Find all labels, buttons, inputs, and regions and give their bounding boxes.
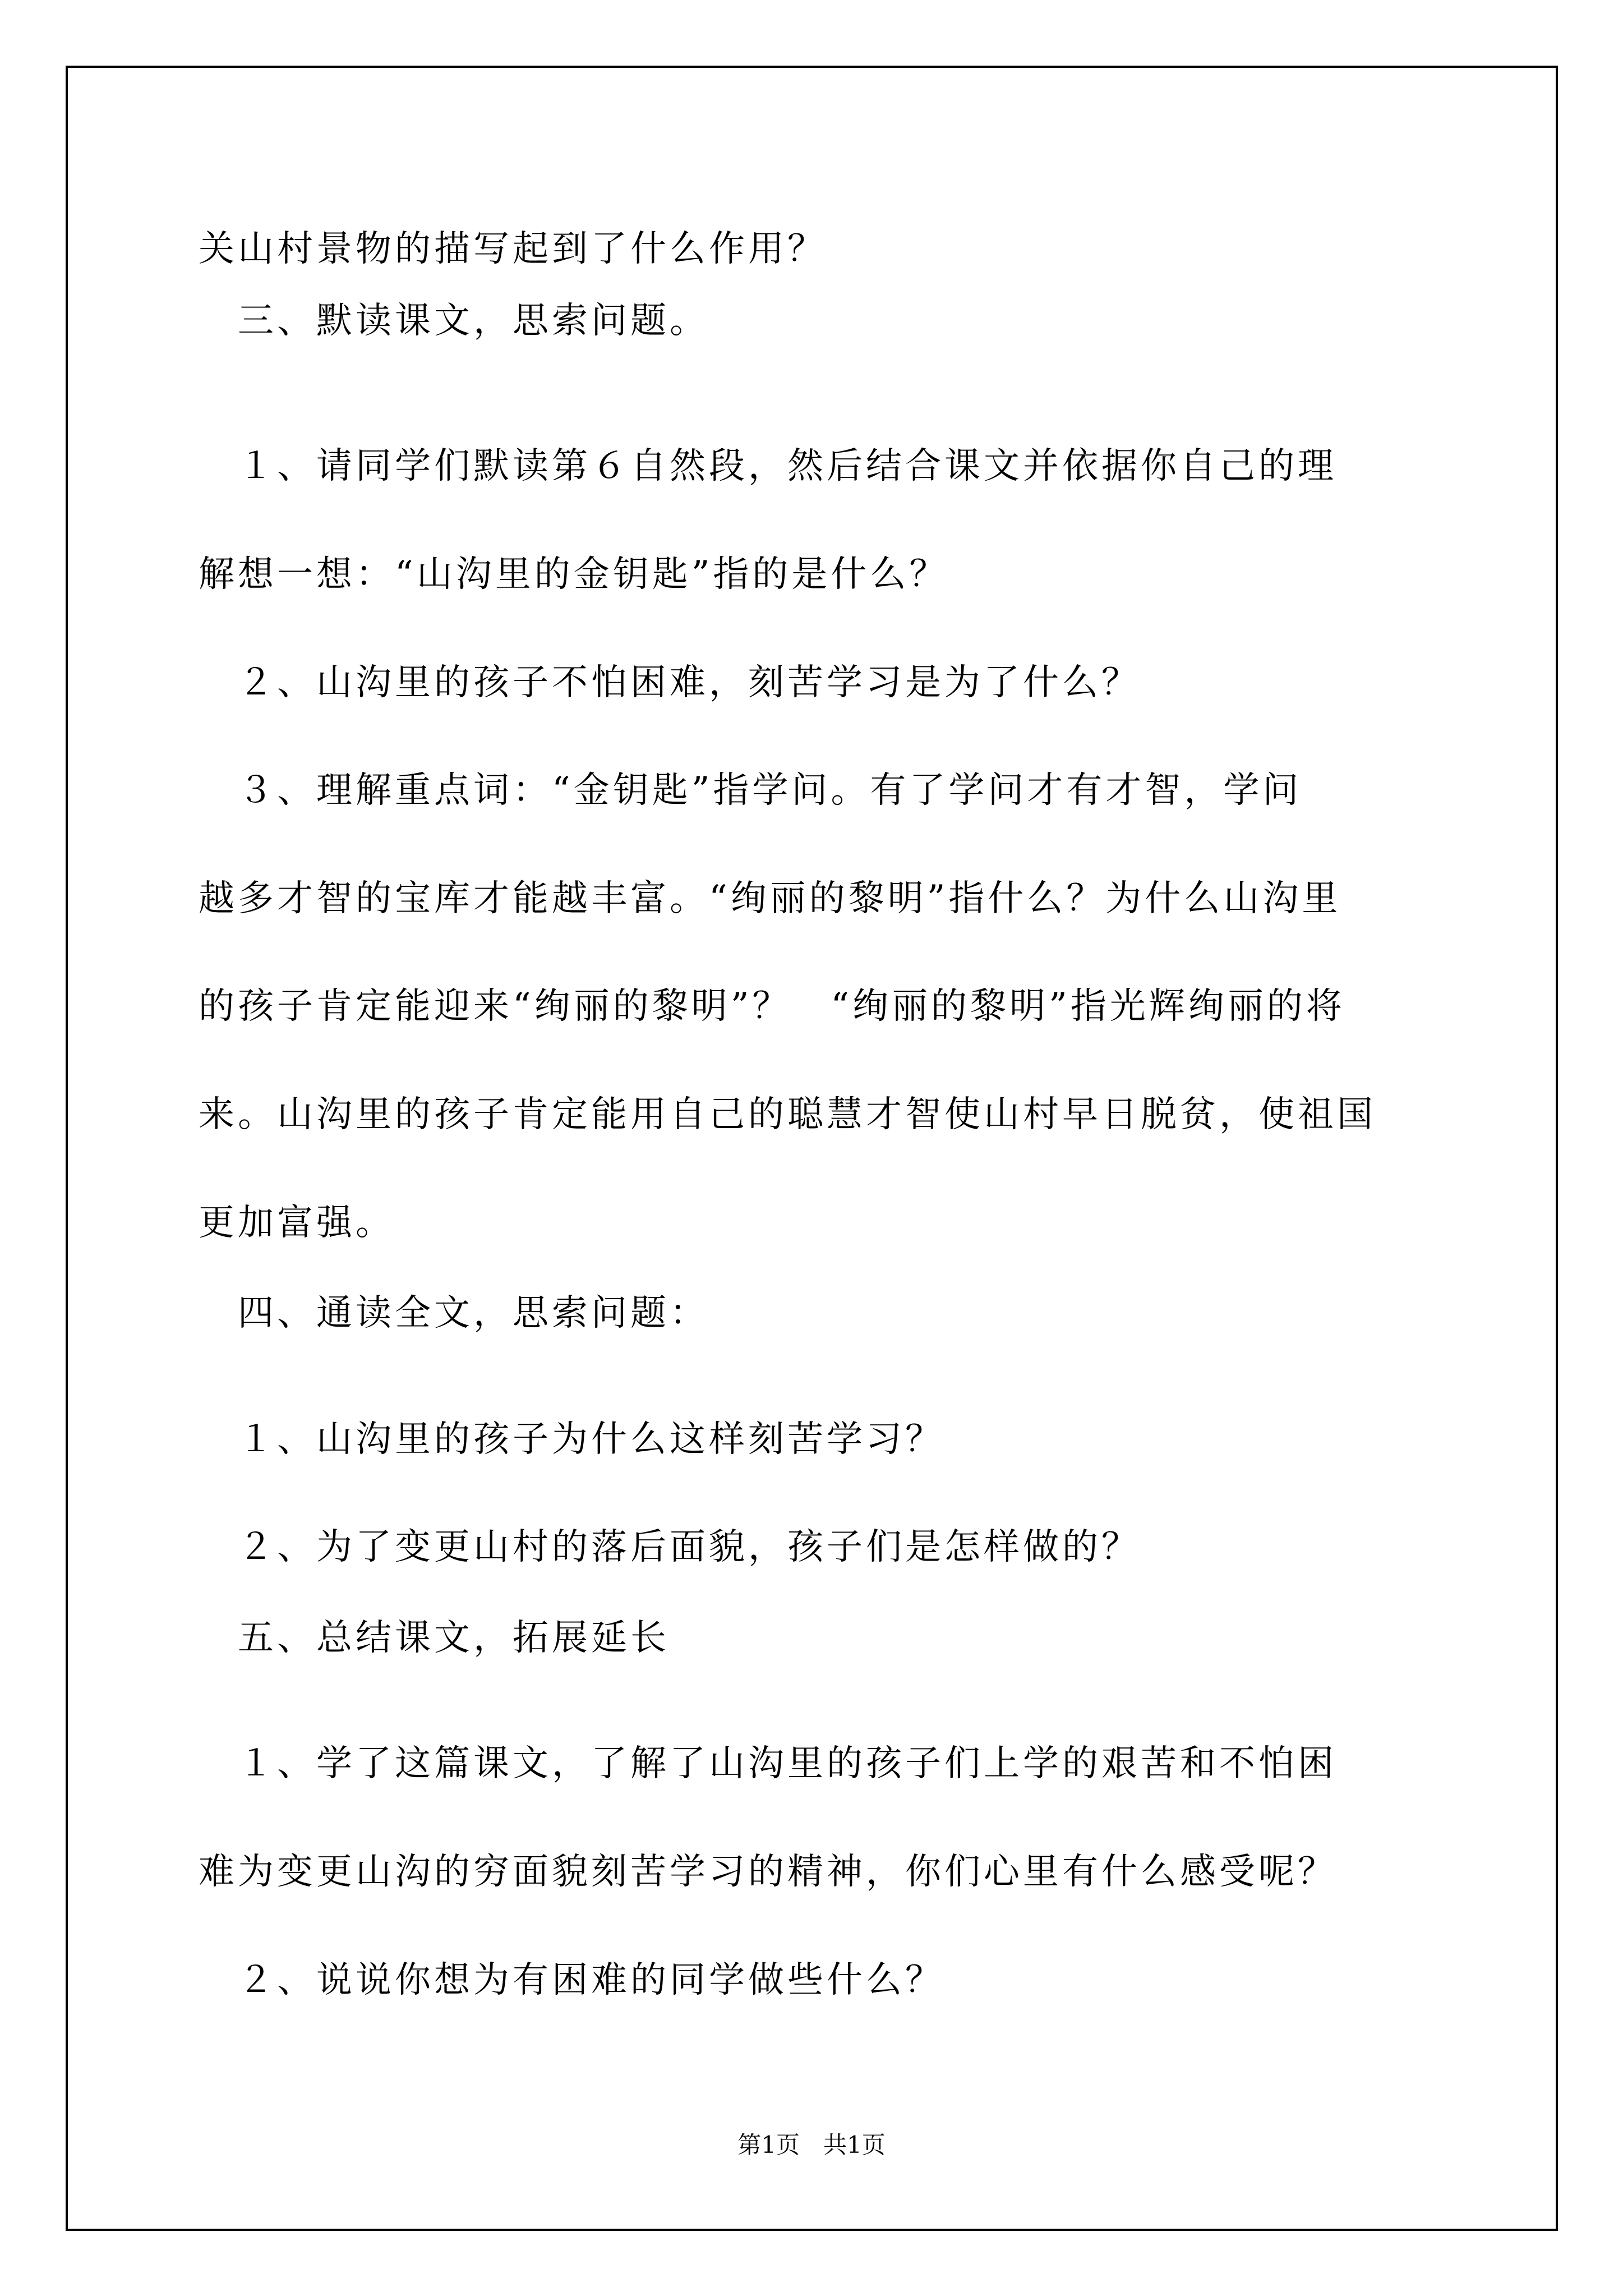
- text-line: 解想一想：“山沟里的金钥匙”指的是什么？: [199, 554, 949, 595]
- section-heading: 五、总结课文，拓展延长: [199, 1617, 670, 1659]
- text-line: １、请同学们默读第６自然段，然后结合课文并依据你自己的理: [199, 445, 1337, 487]
- text-line: １、学了这篇课文，了解了山沟里的孩子们上学的艰苦和不怕困: [199, 1743, 1337, 1784]
- text-line: 来。山沟里的孩子肯定能用自己的聪慧才智使山村早日脱贫，使祖国: [199, 1094, 1376, 1135]
- text-line: １、山沟里的孩子为什么这样刻苦学习？: [199, 1419, 944, 1460]
- text-line: ２、说说你想为有困难的同学做些什么？: [199, 1959, 944, 2001]
- text-line: 越多才智的宝库才能越丰富。“绚丽的黎明”指什么？为什么山沟里: [199, 878, 1341, 919]
- page-border: [66, 66, 1558, 2231]
- text-line: 的孩子肯定能迎来“绚丽的黎明”？ “绚丽的黎明”指光辉绚丽的将: [199, 986, 1345, 1027]
- text-line: 更加富强。: [199, 1202, 395, 1244]
- text-line: ２、为了变更山村的落后面貌，孩子们是怎样做的？: [199, 1526, 1141, 1568]
- text-line: ３、理解重点词：“金钥匙”指学问。有了学问才有才智，学问: [199, 770, 1302, 811]
- section-heading: 四、通读全文，思索问题：: [199, 1292, 709, 1334]
- text-line: ２、山沟里的孩子不怕困难，刻苦学习是为了什么？: [199, 662, 1141, 703]
- text-line: 难为变更山沟的穷面貌刻苦学习的精神，你们心里有什么感受呢？: [199, 1851, 1337, 1893]
- page-footer: 第1页 共1页: [737, 2131, 886, 2159]
- section-heading: 三、默读课文，思索问题。: [199, 300, 709, 342]
- text-line: 关山村景物的描写起到了什么作用？: [199, 228, 827, 270]
